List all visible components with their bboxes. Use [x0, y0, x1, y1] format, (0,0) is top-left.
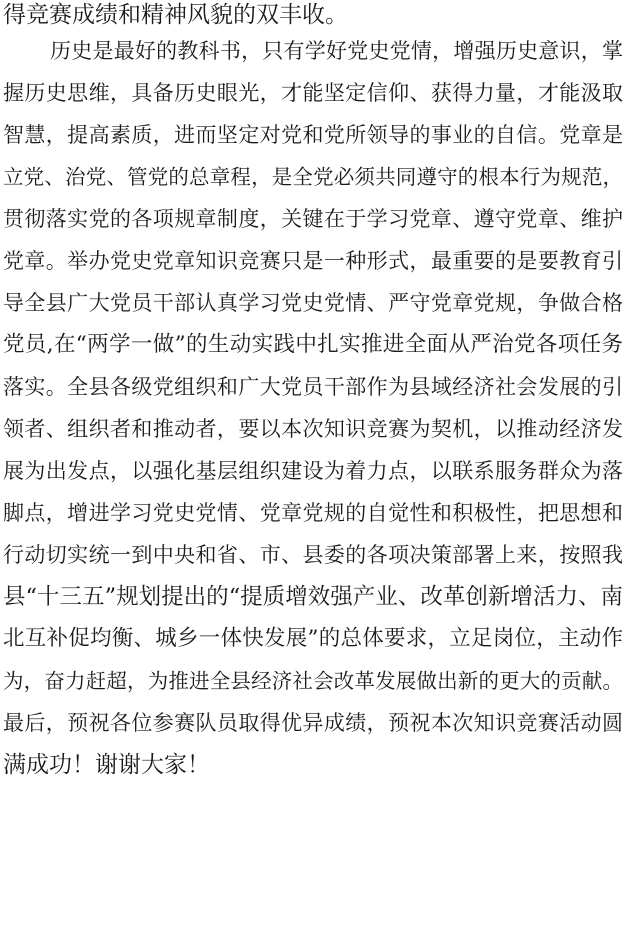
paragraph-line: 智慧，提高素质，进而坚定对党和党所领导的事业的自信。党章是 — [3, 123, 623, 147]
paragraph-line: 北互补促均衡、城乡一体快发展”的总体要求，立足岗位，主动作 — [3, 626, 623, 651]
paragraph-line: 为，奋力赶超，为推进全县经济社会改革发展做出新的更大的贡献。 — [3, 669, 623, 693]
paragraph-line: 脚点，增进学习党史党情、党章党规的自觉性和积极性，把思想和 — [3, 501, 623, 525]
paragraph-line: 立党、治党、管党的总章程，是全党必须共同遵守的根本行为规范， — [3, 165, 623, 189]
paragraph-line: 党章。举办党史党章知识竞赛只是一种形式，最重要的是要教育引 — [3, 249, 623, 273]
paragraph-line: 历史是最好的教科书，只有学好党史党情，增强历史意识，掌 — [50, 39, 623, 63]
paragraph-line: 导全县广大党员干部认真学习党史党情、严守党章党规，争做合格 — [3, 291, 623, 315]
paragraph-line: 得竞赛成绩和精神风貌的双丰收。 — [3, 2, 348, 28]
paragraph-line: 贯彻落实党的各项规章制度，关键在于学习党章、遵守党章、维护 — [3, 207, 623, 231]
paragraph-line: 展为出发点，以强化基层组织建设为着力点，以联系服务群众为落 — [3, 459, 623, 483]
paragraph-line: 领者、组织者和推动者，要以本次知识竞赛为契机，以推动经济发 — [3, 417, 623, 441]
paragraph-line: 行动切实统一到中央和省、市、县委的各项决策部署上来，按照我 — [3, 543, 623, 567]
paragraph-line: 县“十三五”规划提出的“提质增效强产业、改革创新增活力、南 — [3, 584, 623, 610]
paragraph-line: 最后，预祝各位参赛队员取得优异成绩，预祝本次知识竞赛活动圆 — [3, 711, 623, 735]
paragraph-line: 党员,在“两学一做”的生动实践中扎实推进全面从严治党各项任务 — [3, 332, 623, 357]
paragraph-line: 满成功！谢谢大家！ — [3, 752, 210, 778]
paragraph-line: 握历史思维，具备历史眼光，才能坚定信仰、获得力量，才能汲取 — [3, 81, 623, 105]
paragraph-line: 落实。全县各级党组织和广大党员干部作为县域经济社会发展的引 — [3, 375, 623, 399]
